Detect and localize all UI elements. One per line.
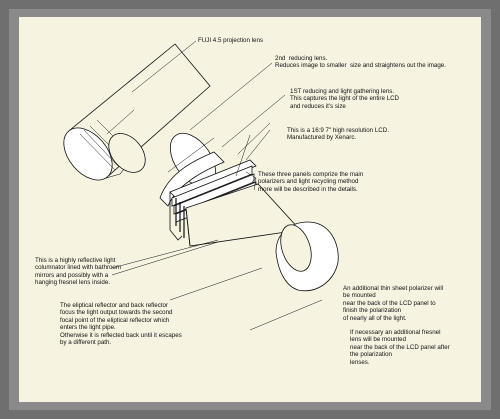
- label-second-reducing-lens: 2nd reducing lens. Reduces image to smaller size and straightens out the image.: [275, 55, 446, 70]
- label-three-panels: These three panels comprize the main polarizers and light recycling method more will be described in the details.: [258, 171, 364, 193]
- label-elliptical-reflector: The eliptical reflector and back reflector focus the light output towards the second focal point of the eliptical reflector which enters the light pipe. Otherwise it is reflected back until it escapes by a different path.: [60, 302, 182, 347]
- label-fresnel: If necessary an additional fresnel lens will be mounted near the back of the LCD panel after the polarization lenses.: [350, 329, 450, 366]
- elliptical-reflector: [275, 221, 338, 291]
- label-collimator: This is a highly reflective light columnator lined with bathroom mirrors and possibly with a hanging fresnel lens inside.: [35, 257, 121, 287]
- label-polarizer-sheet: An additional thin sheet polarizer will be mounted near the back of the LCD panel to finish the polarization of nearly all of the light.: [343, 285, 444, 322]
- label-first-reducing-lens: 1ST reducing and light gathering lens. This captures the light of the entire LCD and reduces it's size: [290, 88, 400, 110]
- label-lcd: This is a 16:9 7" high resolution LCD. Manufactured by Xenarc.: [287, 127, 389, 142]
- label-projection-lens: FUJI 4.5 projection lens: [198, 37, 263, 44]
